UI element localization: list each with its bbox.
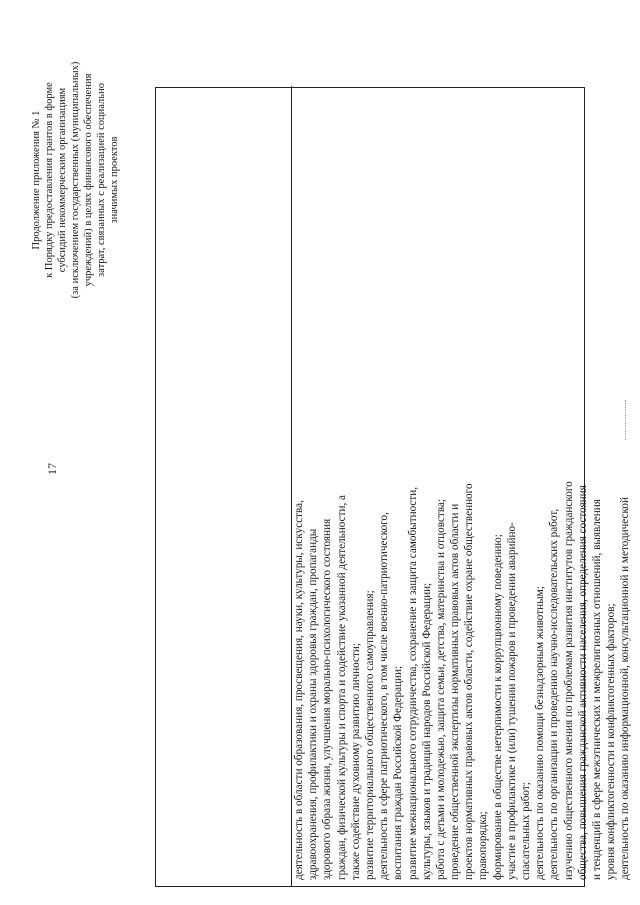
- header-line: значимых проектов: [109, 136, 120, 224]
- table-text-line: деятельность в сфере патриотического, в том числе военно-патриотического,: [378, 512, 391, 880]
- table-text-line: уровня конфликтогенности и конфликтогенных факторов;: [605, 603, 618, 880]
- table-text-line: деятельность в области образования, просвещения, науки, культуры, искусства,: [293, 500, 305, 880]
- table-text-line: общества, повышения гражданской активности населения, определения состояния: [576, 485, 589, 880]
- appendix-header: [30, 15, 121, 345]
- table-text-line: проведение общественной экспертизы нормативных правовых актов области и: [449, 503, 462, 880]
- table-text-line: изучению общественного мнения по проблемам развития институтов гражданского: [562, 481, 575, 880]
- activities-table: [155, 87, 632, 887]
- table-text-line: также содействие духовному развитию личности;: [349, 643, 362, 880]
- table-text-line: и тенденций в сфере межэтнических и межрелигиозных отношений, выявления: [590, 499, 603, 880]
- header-line: затрат, связанных с реализацией социально: [96, 83, 107, 277]
- table-text-line: развитие территориального общественного самоуправления;: [363, 590, 376, 880]
- table-text-line: деятельность по оказанию информационной, консультационной и методической: [619, 497, 632, 880]
- table-text-line: граждан, физической культуры и спорта и содействие указанной деятельности, а: [335, 495, 348, 880]
- table-left-column: [162, 86, 292, 886]
- page-number: 17: [45, 463, 59, 475]
- table-text-line: работа с детьми и молодежью, защита семьи, детства, материнства и отцовства;: [434, 498, 447, 880]
- table-text-line: участие в профилактике и (или) тушении пожаров и проведении аварийно-: [505, 522, 518, 880]
- table-text-line: формирование в обществе нетерпимости к коррупционному поведению;: [491, 534, 504, 880]
- scan-margin-mark: [625, 400, 627, 440]
- table-text-line: здорового образа жизни, улучшения морально-психологического состояния: [321, 518, 334, 880]
- table-text-column: [292, 90, 633, 880]
- table-text-line: деятельность по организации и проведению научно-исследовательских работ,: [548, 508, 561, 880]
- header-line: Продолжение приложения № 1: [31, 110, 42, 250]
- table-text-line: правопорядка;: [477, 811, 490, 880]
- table-text-line: здравоохранения, профилактики и охраны здоровья граждан, пропаганды: [307, 528, 320, 880]
- table-text-line: спасательных работ;: [520, 782, 532, 880]
- table-text-line: воспитания граждан Российской Федерации;: [392, 665, 405, 880]
- table-text-line: проектов нормативных правовых актов области, содействие охране общественного: [463, 483, 476, 880]
- header-line: учреждений) в целях финансового обеспечения: [83, 73, 94, 287]
- table-text-line: деятельность по оказанию помощи безнадзорным животным;: [534, 586, 547, 880]
- table-text-line: культуры, языков и традиций народов Российской Федерации;: [420, 582, 433, 880]
- header-line: к Порядку предоставления грантов в форме: [44, 82, 55, 278]
- header-line: (за исключением государственных (муниципальных): [70, 61, 81, 299]
- header-line: субсидий некоммерческим организациям: [57, 87, 68, 273]
- table-text-line: развитие межнационального сотрудничества, сохранение и защита самобытности,: [406, 486, 419, 880]
